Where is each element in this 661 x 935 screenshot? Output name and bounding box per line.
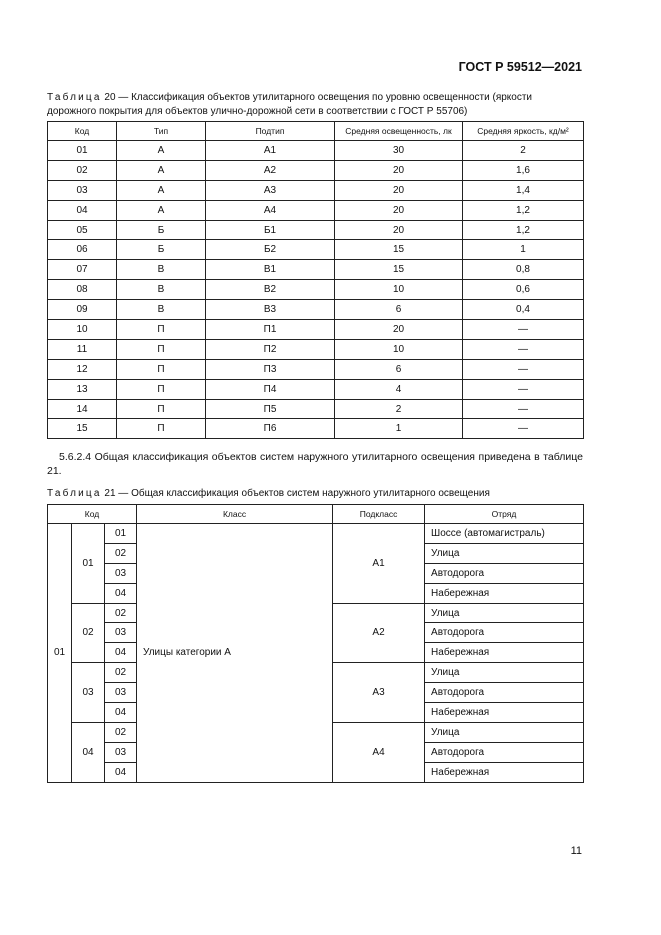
order-cell: Набережная: [425, 643, 584, 663]
table-cell: 15: [48, 419, 117, 439]
code-level3-cell: 02: [105, 603, 137, 623]
code-level3-cell: 03: [105, 563, 137, 583]
table-cell: А3: [206, 180, 335, 200]
order-cell: Улица: [425, 663, 584, 683]
table20-caption: [47, 91, 583, 118]
table-row: [48, 280, 584, 300]
table-cell: А2: [206, 160, 335, 180]
order-cell: Шоссе (автомагистраль): [425, 524, 584, 544]
code-level2-cell: 01: [72, 524, 105, 604]
subclass-cell: А3: [333, 663, 425, 723]
table-cell: 1,6: [463, 160, 584, 180]
table20-caption-text: 20 — Классификация объектов утилитарного освещения по уровню освещенности (яркости дорожного покрытия для объектов улично-дорожной сети в соответствии с ГОСТ Р 55706): [47, 92, 533, 117]
table-row: [48, 339, 584, 359]
code-level3-cell: 04: [105, 583, 137, 603]
table-row: [48, 160, 584, 180]
table-cell: 10: [48, 320, 117, 340]
table-cell: 20: [335, 220, 463, 240]
header-cell: Отряд: [425, 505, 584, 524]
header-cell: Тип: [117, 122, 206, 141]
table-cell: 0,4: [463, 300, 584, 320]
order-cell: Набережная: [425, 583, 584, 603]
order-cell: Набережная: [425, 703, 584, 723]
order-cell: Автодорога: [425, 683, 584, 703]
table-cell: 6: [335, 359, 463, 379]
header-cell: Код: [48, 505, 137, 524]
table-cell: П: [117, 339, 206, 359]
table-cell: —: [463, 339, 584, 359]
code-level2-cell: 02: [72, 603, 105, 663]
table-cell: В2: [206, 280, 335, 300]
table-cell: 2: [335, 399, 463, 419]
table-row: [48, 419, 584, 439]
table-row: [48, 260, 584, 280]
table-cell: 14: [48, 399, 117, 419]
table-cell: 10: [335, 280, 463, 300]
table-cell: —: [463, 379, 584, 399]
table-cell: 11: [48, 339, 117, 359]
table-cell: Б2: [206, 240, 335, 260]
table-row: [48, 220, 584, 240]
code-level3-cell: 02: [105, 663, 137, 683]
table-cell: А1: [206, 141, 335, 161]
table21-header-row: [48, 505, 584, 524]
table-cell: 05: [48, 220, 117, 240]
table-21: [47, 504, 584, 783]
table-cell: 2: [463, 141, 584, 161]
table-cell: —: [463, 359, 584, 379]
table-cell: П: [117, 419, 206, 439]
table-word: Таблица: [47, 488, 102, 499]
table-cell: В3: [206, 300, 335, 320]
code-level3-cell: 02: [105, 543, 137, 563]
table-cell: 06: [48, 240, 117, 260]
table-cell: В: [117, 260, 206, 280]
header-cell: Код: [48, 122, 117, 141]
header-cell: Средняя освещенность, лк: [335, 122, 463, 141]
table-cell: 1,4: [463, 180, 584, 200]
table-cell: 04: [48, 200, 117, 220]
table-row: [48, 240, 584, 260]
code-level2-cell: 03: [72, 663, 105, 723]
table-cell: —: [463, 320, 584, 340]
table-cell: 1: [335, 419, 463, 439]
order-cell: Автодорога: [425, 623, 584, 643]
table-cell: 01: [48, 141, 117, 161]
table-cell: П5: [206, 399, 335, 419]
page-number: 11: [570, 845, 582, 857]
table-cell: Б1: [206, 220, 335, 240]
header-cell: Подкласс: [333, 505, 425, 524]
table-cell: 08: [48, 280, 117, 300]
table-cell: А4: [206, 200, 335, 220]
table-cell: В: [117, 280, 206, 300]
table-cell: А: [117, 160, 206, 180]
code-level3-cell: 03: [105, 742, 137, 762]
table-cell: П: [117, 379, 206, 399]
table-cell: В1: [206, 260, 335, 280]
table-cell: П6: [206, 419, 335, 439]
table-cell: П: [117, 399, 206, 419]
table-word: Таблица: [47, 92, 102, 103]
table-cell: П: [117, 359, 206, 379]
code-level3-cell: 04: [105, 762, 137, 782]
table-cell: П3: [206, 359, 335, 379]
table-cell: 1: [463, 240, 584, 260]
code-level3-cell: 04: [105, 703, 137, 723]
table-cell: —: [463, 419, 584, 439]
table-row: [48, 359, 584, 379]
table-cell: 13: [48, 379, 117, 399]
class-cell: Улицы категории А: [137, 524, 333, 783]
document-header: ГОСТ Р 59512—2021: [458, 60, 582, 74]
table21-caption-text: 21 — Общая классификация объектов систем наружного утилитарного освещения: [101, 488, 490, 499]
table-cell: 02: [48, 160, 117, 180]
table-cell: 1,2: [463, 200, 584, 220]
code-level2-cell: 04: [72, 722, 105, 782]
code-level3-cell: 03: [105, 683, 137, 703]
order-cell: Улица: [425, 543, 584, 563]
header-cell: Средняя яркость, кд/м²: [463, 122, 584, 141]
code-level3-cell: 01: [105, 524, 137, 544]
code-level1-cell: 01: [48, 524, 72, 783]
table-cell: 07: [48, 260, 117, 280]
table-cell: 12: [48, 359, 117, 379]
table-cell: —: [463, 399, 584, 419]
order-cell: Улица: [425, 603, 584, 623]
table-cell: 20: [335, 320, 463, 340]
table-row: [48, 300, 584, 320]
table-cell: П4: [206, 379, 335, 399]
order-cell: Автодорога: [425, 742, 584, 762]
table-cell: 30: [335, 141, 463, 161]
order-cell: Улица: [425, 722, 584, 742]
paragraph-5-6-2-4: 5.6.2.4 Общая классификация объектов систем наружного утилитарного освещения приведена в таблице 21.: [47, 451, 583, 477]
code-level3-cell: 02: [105, 722, 137, 742]
code-level3-cell: 04: [105, 643, 137, 663]
table-cell: Б: [117, 220, 206, 240]
subclass-cell: А4: [333, 722, 425, 782]
table-row: [48, 180, 584, 200]
table20-header-row: [48, 122, 584, 141]
subclass-cell: А1: [333, 524, 425, 604]
table-row: [48, 524, 584, 544]
order-cell: Автодорога: [425, 563, 584, 583]
table-row: [48, 379, 584, 399]
table-cell: 0,8: [463, 260, 584, 280]
table21-caption: [47, 487, 583, 501]
header-cell: Подтип: [206, 122, 335, 141]
subclass-cell: А2: [333, 603, 425, 663]
header-cell: Класс: [137, 505, 333, 524]
table-row: [48, 141, 584, 161]
table-cell: 03: [48, 180, 117, 200]
table-cell: П1: [206, 320, 335, 340]
table-cell: В: [117, 300, 206, 320]
table-cell: 15: [335, 260, 463, 280]
table-cell: А: [117, 200, 206, 220]
table-cell: 10: [335, 339, 463, 359]
table-cell: Б: [117, 240, 206, 260]
table-cell: 4: [335, 379, 463, 399]
table-cell: П2: [206, 339, 335, 359]
table-cell: П: [117, 320, 206, 340]
code-level3-cell: 03: [105, 623, 137, 643]
table-cell: 0,6: [463, 280, 584, 300]
order-cell: Набережная: [425, 762, 584, 782]
table-cell: 15: [335, 240, 463, 260]
table-cell: 20: [335, 180, 463, 200]
table-row: [48, 399, 584, 419]
table-20: [47, 121, 584, 439]
table-cell: А: [117, 141, 206, 161]
table-row: [48, 200, 584, 220]
table-cell: 20: [335, 200, 463, 220]
table-cell: 09: [48, 300, 117, 320]
table-cell: 6: [335, 300, 463, 320]
table-cell: А: [117, 180, 206, 200]
table-cell: 1,2: [463, 220, 584, 240]
table-row: [48, 320, 584, 340]
table-cell: 20: [335, 160, 463, 180]
